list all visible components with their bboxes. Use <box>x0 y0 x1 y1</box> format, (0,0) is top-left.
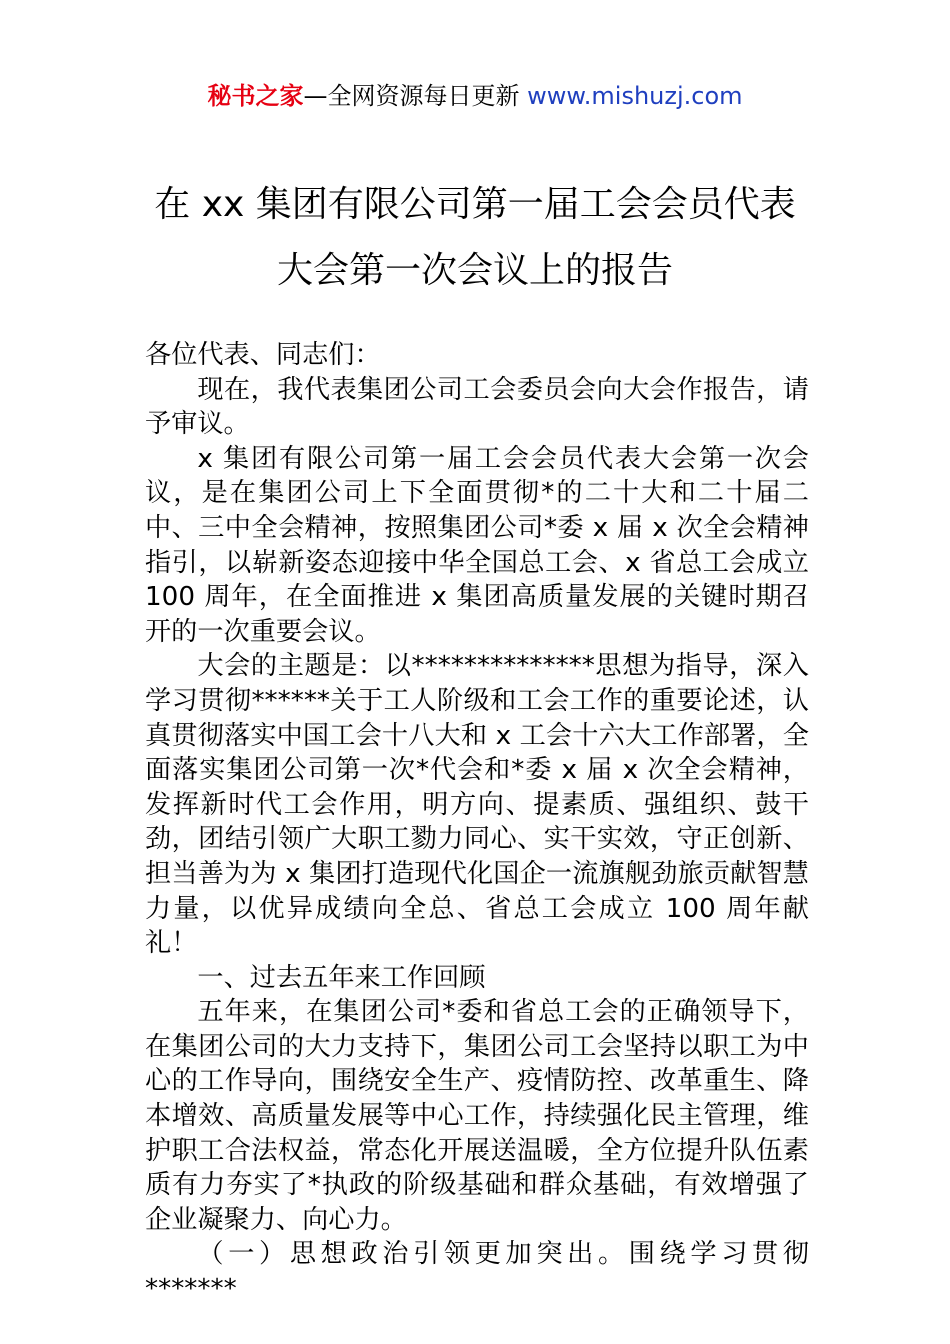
title-line-2: 大会第一次会议上的报告 <box>276 250 673 291</box>
report-body <box>145 338 809 1307</box>
paragraph-meeting-context: x 集团有限公司第一届工会会员代表大会第一次会议，是在集团公司上下全面贯彻*的二十大和二十届二中、三中全会精神，按照集团公司*委 x 届 x 次全会精神指引，以崭新姿态迎接中华全国总工会、x 省总工会成立 100 周年，在全面推进 x 集团高质量发展的关键时期召开的一次重要会议。 <box>145 443 809 647</box>
report-title <box>0 172 950 304</box>
site-tagline: —全网资源每日更新 <box>303 82 520 110</box>
site-header <box>0 78 950 114</box>
paragraph-intro: 现在，我代表集团公司工会委员会向大会作报告，请予审议。 <box>145 374 809 440</box>
section-heading-review: 一、过去五年来工作回顾 <box>197 962 486 993</box>
paragraph-theme: 大会的主题是：以**************思想为指导，深入学习贯彻******关于工人阶级和工会工作的重要论述，认真贯彻落实中国工会十八大和 x 工会十六大工作部署，全面落实集团公司第一次*代会和*委 x 届 x 次全会精神，发挥新时代工会作用，明方向、提素质、强组织、鼓干劲，团结引领广大职工勠力同心、实干实效，守正创新、担当善为为 x 集团打造现代化国企一流旗舰劲旅贡献智慧力量，以优异成绩向全总、省总工会成立 100 周年献礼！ <box>145 651 809 959</box>
site-url-link[interactable]: www.mishuzj.com <box>527 82 743 110</box>
paragraph-review: 五年来，在集团公司*委和省总工会的正确领导下，在集团公司的大力支持下，集团公司工会坚持以职工为中心的工作导向，围绕安全生产、疫情防控、改革重生、降本增效、高质量发展等中心工作，持续强化民主管理，维护职工合法权益，常态化开展送温暖，全方位提升队伍素质有力夯实了*执政的阶级基础和群众基础，有效增强了企业凝聚力、向心力。 <box>145 997 809 1235</box>
site-brand: 秘书之家 <box>207 82 304 110</box>
subsection-heading-political: （一）思想政治引领更加突出。围绕学习贯彻******* <box>145 1239 809 1305</box>
salutation: 各位代表、同志们： <box>145 340 381 370</box>
title-line-1: 在 xx 集团有限公司第一届工会会员代表 <box>154 184 796 225</box>
